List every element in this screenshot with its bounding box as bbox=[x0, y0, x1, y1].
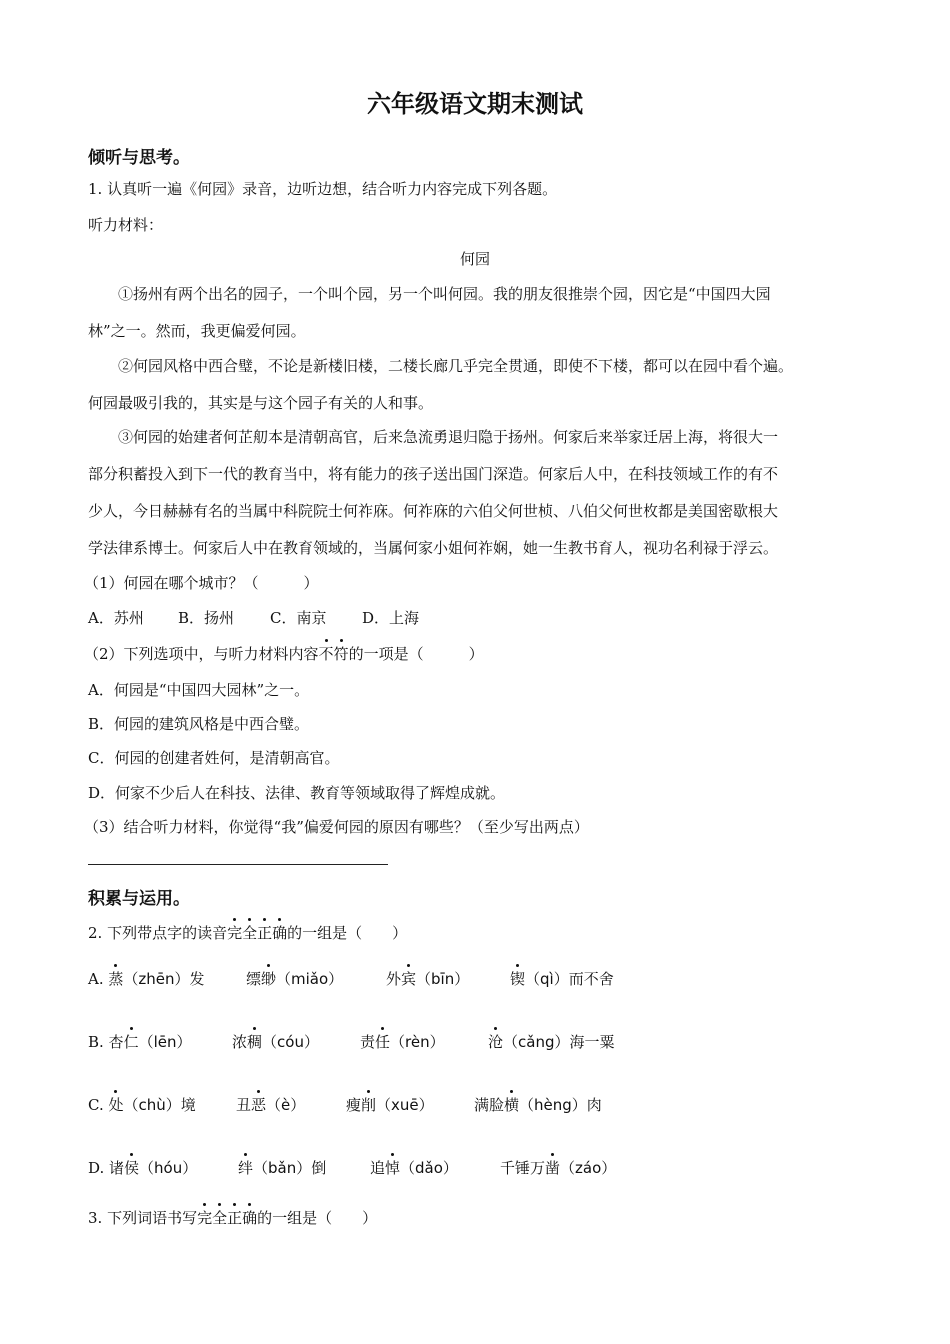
pinyin-option-b-item bbox=[360, 1031, 445, 1052]
word-text: 缥 bbox=[246, 970, 262, 988]
dotted-char: 侯 bbox=[124, 1159, 140, 1177]
pinyin-reading: （dǎo） bbox=[400, 1159, 458, 1177]
pinyin-option-a-item bbox=[88, 968, 205, 989]
pinyin-option-c-item bbox=[346, 1094, 434, 1115]
dotted-char: 稠 bbox=[247, 1033, 263, 1051]
dotted-char: 恶 bbox=[251, 1096, 267, 1114]
pinyin-reading: （miǎo） bbox=[276, 970, 344, 988]
pinyin-reading: （bǎn） bbox=[253, 1159, 312, 1177]
word-text: 倒 bbox=[311, 1159, 327, 1177]
word-text: 满脸 bbox=[474, 1096, 505, 1114]
pinyin-reading: （è） bbox=[266, 1096, 306, 1114]
dotted-char: 全 bbox=[212, 1209, 228, 1227]
dotted-char: 正 bbox=[257, 924, 273, 942]
pinyin-reading: （záo） bbox=[560, 1159, 617, 1177]
pinyin-option-d-item bbox=[370, 1157, 458, 1178]
word-text: 瘦 bbox=[346, 1096, 362, 1114]
pinyin-option-b-item bbox=[88, 1031, 191, 1052]
word-text: 海一粟 bbox=[569, 1033, 615, 1051]
dotted-char: 凿 bbox=[545, 1159, 561, 1177]
dotted-char: 全 bbox=[242, 924, 258, 942]
pinyin-reading: （cǎng） bbox=[503, 1033, 570, 1051]
word-text: B. 杏 bbox=[88, 1033, 124, 1051]
pinyin-option-d-item bbox=[238, 1157, 326, 1178]
word-text: 发 bbox=[189, 970, 205, 988]
pinyin-option-a-item bbox=[386, 968, 469, 989]
pinyin-reading: （xuē） bbox=[376, 1096, 434, 1114]
word-text: 境 bbox=[180, 1096, 196, 1114]
word-text: 丑 bbox=[236, 1096, 252, 1114]
word-text: A. bbox=[88, 970, 109, 988]
passage-line: 少人，今日赫赫有名的当属中科院院士何祚庥。何祚庥的六伯父何世桢、八伯父何世枚都是美国密歇根大 bbox=[88, 502, 779, 520]
word-text: 千锤万 bbox=[500, 1159, 546, 1177]
passage-line: ①扬州有两个出名的园子，一个叫个园，另一个叫何园。我的朋友很推崇个园，因它是“中国四大园 bbox=[118, 285, 771, 303]
dotted-char: 宾 bbox=[401, 970, 417, 988]
sub-question-2 bbox=[84, 643, 484, 664]
answer-line[interactable] bbox=[88, 864, 388, 865]
dotted-char: 锲 bbox=[510, 970, 526, 988]
option-c: C．南京 bbox=[270, 609, 327, 627]
sub-question-2-text: （2）下列选项中，与听力材料内容 bbox=[84, 645, 319, 663]
passage-line: ③何园的始建者何芷舠本是清朝高官，后来急流勇退归隐于扬州。何家后来举家迁居上海，将很大一 bbox=[118, 428, 779, 446]
dotted-char: 确 bbox=[272, 924, 288, 942]
passage-line: 学法律系博士。何家后人中在教育领域的，当属何家小姐何祚娴，她一生教书育人，视功名利禄于浮云。 bbox=[88, 539, 779, 557]
pinyin-reading: （chù） bbox=[123, 1096, 181, 1114]
pinyin-reading: （rèn） bbox=[390, 1033, 445, 1051]
word-text: 责 bbox=[360, 1033, 376, 1051]
dotted-char: 完 bbox=[227, 924, 243, 942]
dotted-char: 完 bbox=[197, 1209, 213, 1227]
dotted-char: 仁 bbox=[123, 1033, 139, 1051]
dotted-char: 任 bbox=[375, 1033, 391, 1051]
question-2-stem bbox=[88, 922, 407, 943]
sub-question-2-text: 的一项是（ ） bbox=[348, 645, 484, 663]
dotted-char: 削 bbox=[361, 1096, 377, 1114]
pinyin-option-d-item bbox=[88, 1157, 197, 1178]
passage-line: 部分积蓄投入到下一代的教育当中，将有能力的孩子送出国门深造。何家后人中，在科技领域工作的有不 bbox=[88, 465, 779, 483]
pinyin-option-a-item bbox=[510, 968, 614, 989]
pinyin-reading: （lēn） bbox=[138, 1033, 192, 1051]
passage-line: 林”之一。然而，我更偏爱何园。 bbox=[88, 322, 306, 340]
stem-text: 2. 下列带点字的读音 bbox=[88, 924, 228, 942]
option-b: B．何园的建筑风格是中西合璧。 bbox=[88, 715, 310, 733]
stem-text: 的一组是（ ） bbox=[287, 924, 408, 942]
passage-title: 何园 bbox=[459, 250, 490, 268]
word-text: 而不舍 bbox=[568, 970, 614, 988]
page-title: 六年级语文期末测试 bbox=[367, 89, 583, 118]
stem-text: 3. 下列词语书写 bbox=[88, 1209, 198, 1227]
pinyin-reading: （hóu） bbox=[139, 1159, 198, 1177]
dotted-char: 缈 bbox=[261, 970, 277, 988]
passage-line: 何园最吸引我的，其实是与这个园子有关的人和事。 bbox=[88, 394, 434, 412]
passage-line: ②何园风格中西合璧，不论是新楼旧楼，二楼长廊几乎完全贯通，即使不下楼，都可以在园中看个遍。 bbox=[118, 357, 794, 375]
word-text: 肉 bbox=[586, 1096, 602, 1114]
pinyin-option-c-item bbox=[236, 1094, 305, 1115]
word-text: 追 bbox=[370, 1159, 386, 1177]
option-d: D．上海 bbox=[362, 609, 420, 627]
pinyin-reading: （bīn） bbox=[416, 970, 470, 988]
pinyin-option-b-item bbox=[488, 1031, 615, 1052]
pinyin-reading: （zhēn） bbox=[123, 970, 190, 988]
pinyin-reading: （qì） bbox=[525, 970, 569, 988]
dotted-char: 正 bbox=[227, 1209, 243, 1227]
option-a: A．何园是“中国四大园林”之一。 bbox=[88, 681, 310, 699]
option-b: B．扬州 bbox=[178, 609, 235, 627]
material-label: 听力材料： bbox=[88, 216, 164, 234]
pinyin-option-b-item bbox=[232, 1031, 319, 1052]
option-d: D．何家不少后人在科技、法律、教育等领域取得了辉煌成就。 bbox=[88, 784, 506, 802]
dotted-char: 确 bbox=[242, 1209, 258, 1227]
dotted-char: 沧 bbox=[488, 1033, 504, 1051]
word-text: 外 bbox=[386, 970, 402, 988]
dotted-char: 悼 bbox=[385, 1159, 401, 1177]
dotted-char: 横 bbox=[504, 1096, 520, 1114]
dotted-char: 蒸 bbox=[108, 970, 124, 988]
dotted-char: 处 bbox=[108, 1096, 124, 1114]
pinyin-option-d-item bbox=[500, 1157, 616, 1178]
dotted-char: 不 bbox=[318, 645, 334, 663]
dotted-char: 绊 bbox=[238, 1159, 254, 1177]
pinyin-option-a-item bbox=[246, 968, 343, 989]
pinyin-option-c-item bbox=[474, 1094, 602, 1115]
word-text: 浓 bbox=[232, 1033, 248, 1051]
stem-text: 的一组是（ ） bbox=[257, 1209, 378, 1227]
word-text: D. 诸 bbox=[88, 1159, 125, 1177]
question-1-stem: 1. 认真听一遍《何园》录音，边听边想，结合听力内容完成下列各题。 bbox=[88, 180, 558, 198]
word-text: C. bbox=[88, 1096, 109, 1114]
question-3-stem bbox=[88, 1207, 377, 1228]
pinyin-reading: （hèng） bbox=[519, 1096, 587, 1114]
section-heading-accumulation: 积累与运用。 bbox=[88, 889, 190, 909]
pinyin-reading: （cóu） bbox=[262, 1033, 319, 1051]
pinyin-option-c-item bbox=[88, 1094, 196, 1115]
dotted-char: 符 bbox=[333, 645, 349, 663]
option-c: C．何园的创建者姓何，是清朝高官。 bbox=[88, 749, 340, 767]
sub-question-3: （3）结合听力材料，你觉得“我”偏爱何园的原因有哪些？（至少写出两点） bbox=[84, 818, 589, 836]
sub-question-1: （1）何园在哪个城市？（ ） bbox=[84, 574, 319, 592]
section-heading-listening: 倾听与思考。 bbox=[88, 148, 190, 168]
option-a: A．苏州 bbox=[88, 609, 144, 627]
